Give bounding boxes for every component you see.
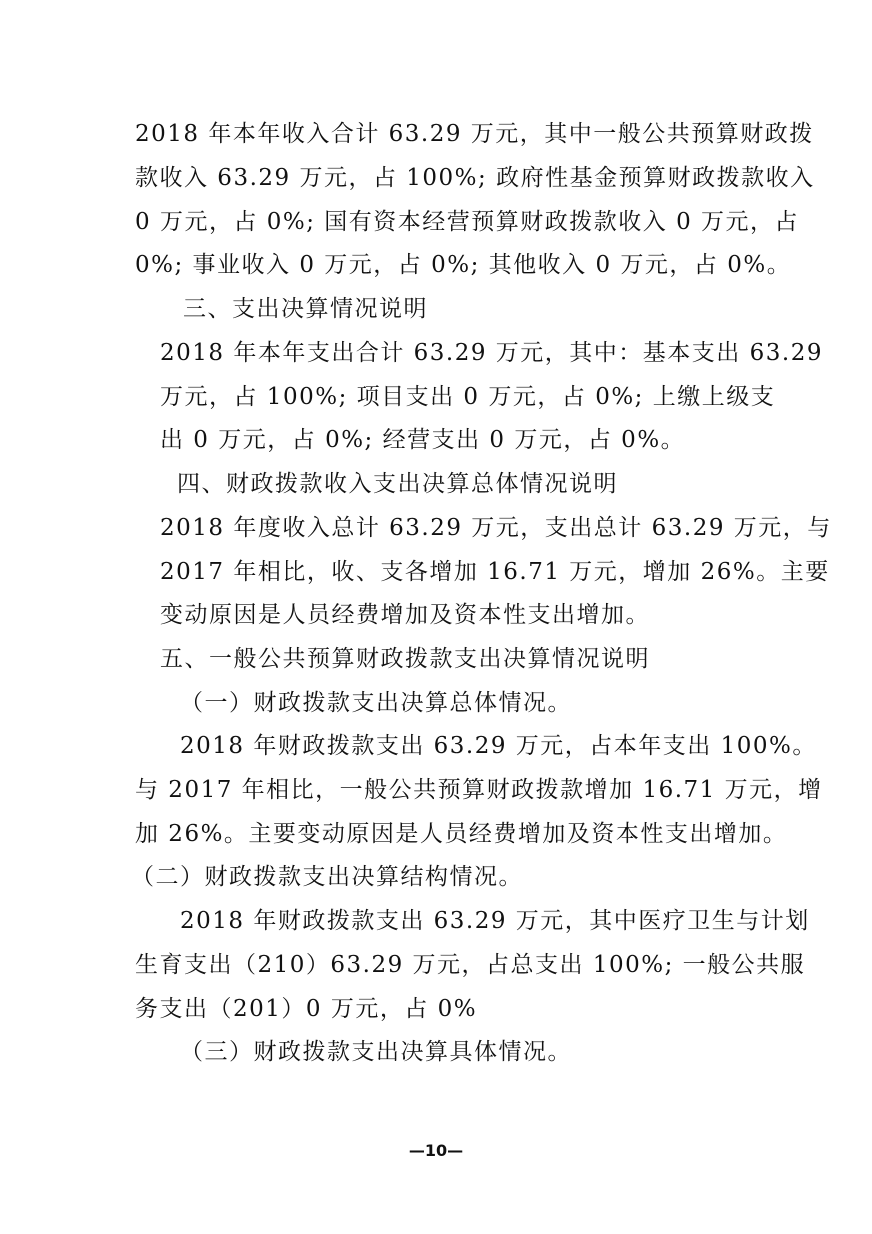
fiscal-overall-paragraph-line-1: 2018 年度收入总计 63.29 万元，支出总计 63.29 万元，与 — [160, 515, 832, 541]
income-paragraph-line-1: 2018 年本年收入合计 63.29 万元，其中一般公共预算财政拨 — [135, 121, 814, 147]
structure-paragraph-line-2: 生育支出（210）63.29 万元，占总支出 100%; 一般公共服 — [135, 952, 806, 978]
section-heading-fiscal-overall: 四、财政拨款收入支出决算总体情况说明 — [177, 471, 618, 497]
income-paragraph-line-2: 款收入 63.29 万元，占 100%; 政府性基金预算财政拨款收入 — [135, 165, 815, 191]
fiscal-overall-paragraph-line-3: 变动原因是人员经费增加及资本性支出增加。 — [160, 602, 650, 628]
general-budget-paragraph-line-1: 2018 年财政拨款支出 63.29 万元，占本年支出 100%。 — [180, 733, 817, 759]
section-heading-general-budget: 五、一般公共预算财政拨款支出决算情况说明 — [160, 646, 650, 672]
expenditure-paragraph-line-1: 2018 年本年支出合计 63.29 万元，其中：基本支出 63.29 — [160, 340, 823, 366]
expenditure-paragraph-line-2: 万元，占 100%; 项目支出 0 万元，占 0%; 上缴上级支 — [160, 384, 776, 410]
general-budget-paragraph-line-2: 与 2017 年相比，一般公共预算财政拨款增加 16.71 万元，增 — [135, 777, 823, 803]
subheading-3-detail: （三）财政拨款支出决算具体情况。 — [180, 1039, 572, 1065]
fiscal-overall-paragraph-line-2: 2017 年相比，收、支各增加 16.71 万元，增加 26%。主要 — [160, 559, 830, 585]
subheading-2-structure: （二）财政拨款支出决算结构情况。 — [131, 864, 523, 890]
general-budget-paragraph-line-3: 加 26%。主要变动原因是人员经费增加及资本性支出增加。 — [135, 821, 788, 847]
income-paragraph-line-4: 0%; 事业收入 0 万元，占 0%; 其他收入 0 万元，占 0%。 — [135, 252, 792, 278]
page-number: —10— — [408, 1141, 464, 1160]
subheading-1-overall: （一）财政拨款支出决算总体情况。 — [180, 690, 572, 716]
structure-paragraph-line-1: 2018 年财政拨款支出 63.29 万元，其中医疗卫生与计划 — [180, 908, 810, 934]
expenditure-paragraph-line-3: 出 0 万元，占 0%; 经营支出 0 万元，占 0%。 — [160, 427, 686, 453]
section-heading-expenditure: 三、支出决算情况说明 — [183, 296, 428, 322]
income-paragraph-line-3: 0 万元，占 0%; 国有资本经营预算财政拨款收入 0 万元，占 — [135, 209, 800, 235]
structure-paragraph-line-3: 务支出（201）0 万元，占 0% — [135, 996, 478, 1022]
